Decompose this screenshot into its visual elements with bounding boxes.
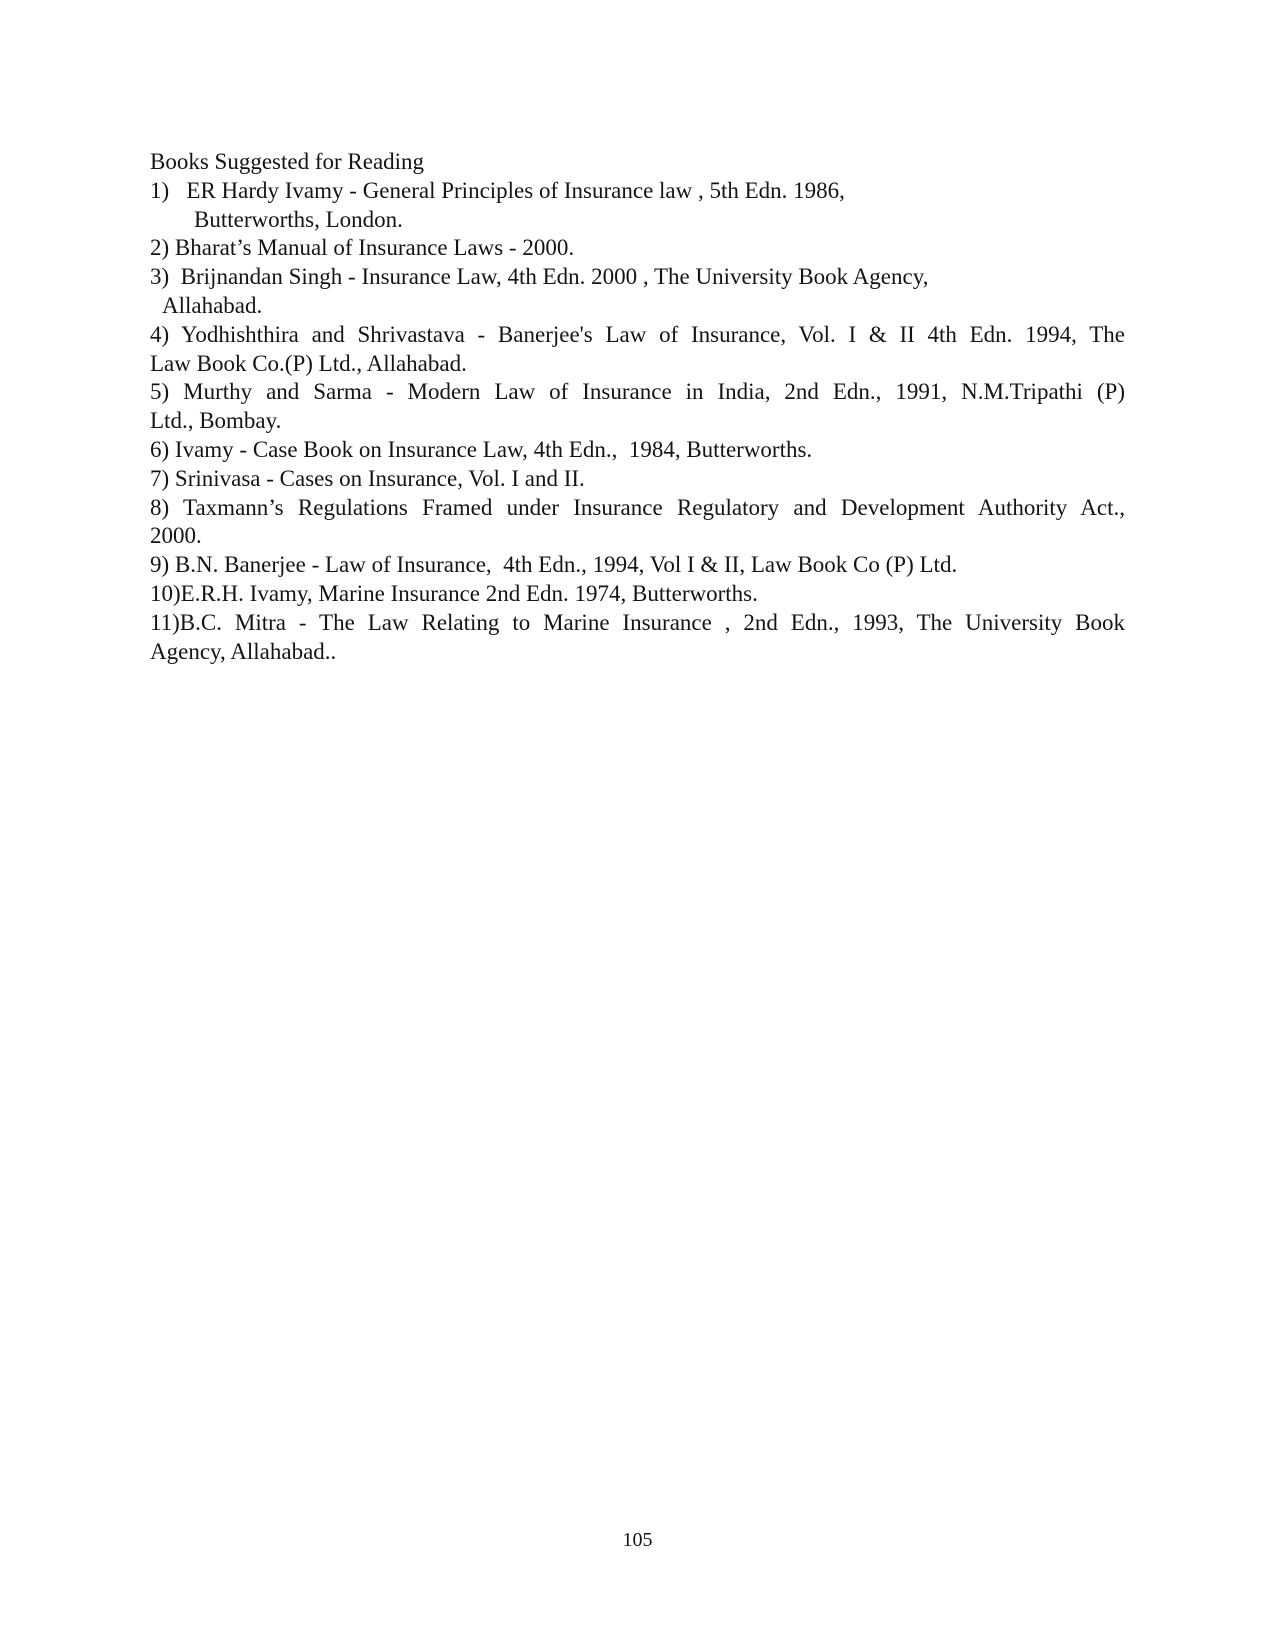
reference-2: 2) Bharat’s Manual of Insurance Laws - 2000. <box>150 235 575 261</box>
reading-list <box>150 148 1125 666</box>
reference-11-line-2: Agency, Allahabad.. <box>150 638 337 664</box>
reference-11-line-1: 11)B.C. Mitra - The Law Relating to Marine Insurance , 2nd Edn., 1993, The University Book <box>150 609 1125 635</box>
reference-9: 9) B.N. Banerjee - Law of Insurance, 4th Edn., 1994, Vol I & II, Law Book Co (P) Ltd. <box>150 552 958 578</box>
reference-3-line-1: 3) Brijnandan Singh - Insurance Law, 4th Edn. 2000 , The University Book Agency, <box>150 264 929 290</box>
reference-4-line-1: 4) Yodhishthira and Shrivastava - Banerjee's Law of Insurance, Vol. I & II 4th Edn. 1994, The <box>150 321 1125 347</box>
reference-5-line-2: Ltd., Bombay. <box>150 408 282 434</box>
section-heading: Books Suggested for Reading <box>150 149 425 174</box>
reference-1-line-2: Butterworths, London. <box>194 206 403 232</box>
reference-4-line-2: Law Book Co.(P) Ltd., Allahabad. <box>150 350 467 376</box>
reference-6: 6) Ivamy - Case Book on Insurance Law, 4th Edn., 1984, Butterworths. <box>150 436 813 462</box>
page-number: 105 <box>622 1529 653 1551</box>
reference-5-line-1: 5) Murthy and Sarma - Modern Law of Insurance in India, 2nd Edn., 1991, N.M.Tripathi (P) <box>150 379 1125 405</box>
reference-8-line-2: 2000. <box>150 523 202 549</box>
reference-3-line-2: Allahabad. <box>162 292 263 318</box>
reference-7: 7) Srinivasa - Cases on Insurance, Vol. I and II. <box>150 465 585 491</box>
reference-8-line-1: 8) Taxmann’s Regulations Framed under Insurance Regulatory and Development Authority Act., <box>150 494 1125 520</box>
reference-10: 10)E.R.H. Ivamy, Marine Insurance 2nd Edn. 1974, Butterworths. <box>150 580 758 606</box>
reference-1-line-1: 1) ER Hardy Ivamy - General Principles of Insurance law , 5th Edn. 1986, <box>150 177 845 203</box>
